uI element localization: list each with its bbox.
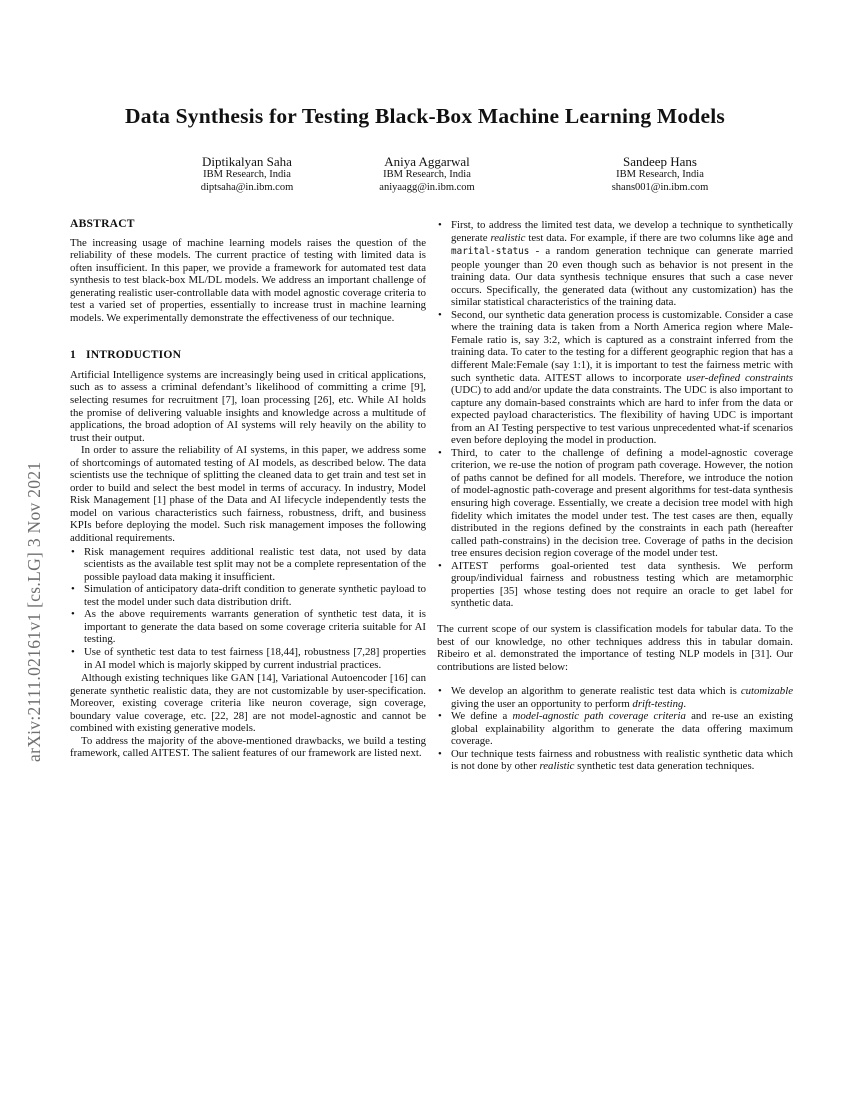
author-name: Diptikalyan Saha: [202, 154, 292, 169]
intro-heading: [70, 349, 426, 362]
author-block: [550, 154, 770, 194]
bullet-text: As the above requirements warrants generation of synthetic test data, it is important to generate the data based on some coverage criteria suitable for AI testing.: [84, 608, 426, 646]
bullet-marker: •: [71, 645, 75, 658]
bullet-marker: •: [71, 608, 75, 621]
bullet-marker: •: [438, 446, 442, 459]
bullet-item: [437, 219, 793, 309]
section-number: 1: [70, 348, 76, 362]
bullet-marker: •: [438, 710, 442, 723]
bullet-marker: •: [438, 559, 442, 572]
bullet-item: [70, 546, 426, 584]
section-label: INTRODUCTION: [86, 348, 182, 362]
bullet-marker: •: [71, 583, 75, 596]
intro-paragraph-1: Artificial Intelligence systems are increasingly being used in critical applications, such as to assess a criminal defendant’s likelihood of committing a crime [9], selecting resumes for recruitment [7], loan processing [26], etc. While AI holds the promise of delivering valuable insights and knowledge across a multitude of applications, the broad adoption of AI systems will rely heavily on the ability to trust their output.: [70, 368, 426, 444]
scope-paragraph: The current scope of our system is classification models for tabular data. To the best of our knowledge, no other techniques address this in tabular domain. Ribeiro et al. demonstrated the importance of testing NLP models in [31]. Our contributions are listed below:: [437, 622, 793, 673]
features-list: [437, 219, 793, 610]
bullet-item: [437, 685, 793, 710]
intro-paragraph-2: In order to assure the reliability of AI systems, in this paper, we address some of shortcomings of automated testing of AI models, as described below. The data scientists use the technique of splitting the cleaned data to get train and test set in order to build and select the best model in terms of accuracy. In industry, Model Risk Management [1] phase of the Data and AI lifecycle independently tests the model on various characteristics such fairness, robustness, drift, and business KPIs before deploying the model. Such risk management imposes the following additional requirements.: [70, 444, 426, 545]
intro-paragraph-3: Although existing techniques like GAN [14], Variational Autoencoder [16] can generate synthetic realistic data, they are not customizable by user-specification. Moreover, existing coverage criteria like neuron coverage, sign coverage, boundary value coverage, etc. [22, 28] are not model-agnostic and cannot be combined with existing generative models.: [70, 672, 426, 735]
bullet-text: Use of synthetic test data to test fairness [18,44], robustness [7,28] properties in AI model which is majorly skipped by current industrial practices.: [84, 645, 426, 671]
right-column: [437, 218, 793, 774]
bullet-item: [437, 560, 793, 610]
bullet-item: [437, 447, 793, 560]
bullet-text: We develop an algorithm to generate realistic test data which is cutomizable giving the user an opportunity to perform drift-testing.: [451, 685, 793, 710]
paper-title: Data Synthesis for Testing Black-Box Machine Learning Models: [125, 104, 725, 128]
bullet-marker: •: [438, 219, 442, 231]
bullet-item: [70, 583, 426, 608]
left-column: [70, 218, 426, 760]
arxiv-stamp: arXiv:2111.02161v1 [cs.LG] 3 Nov 2021: [24, 461, 44, 762]
bullet-marker: •: [438, 308, 442, 321]
bullet-item: [437, 710, 793, 748]
author-affiliation: IBM Research, India: [383, 169, 471, 180]
bullet-text: Risk management requires additional realistic test data, not used by data scientists as the available test split may not be a complete representation of the possible payload data making it insufficient.: [84, 545, 426, 583]
bullet-text: AITEST performs goal-oriented test data synthesis. We perform group/individual fairness and robustness testing which are metamorphic properties [35] whose testing does not require an oracle to get label for synthetic data.: [451, 559, 793, 610]
bullet-marker: •: [71, 545, 75, 558]
abstract-text: The increasing usage of machine learning models raises the question of the reliability of these models. The current practice of testing with limited data is often insufficient. In this paper, we provide a framework for automated test data synthesis to test black-box ML/DL models. We address an important challenge of generating realistic user-controllable data with model agnostic coverage criteria to test a varied set of properties, essentially to increase trust in machine learning models. We experimentally demonstrate the effectiveness of our technique.: [70, 236, 426, 324]
bullet-marker: •: [438, 685, 442, 698]
author-email: diptsaha@in.ibm.com: [200, 181, 294, 193]
bullet-item: [70, 608, 426, 646]
author-affiliation: IBM Research, India: [616, 169, 704, 180]
bullet-text: Second, our synthetic data generation process is customizable. Consider a case where the training data is taken from a North America region where Male-Female ratio is, say 3:2, which is captured as a constraint inferred from the training data. To cater to the testing for a different geographic region that has a different Male:Female (say 1:1), it is important to test the fairness metric with such synthetic data. AITEST allows to incorporate user-defined constraints (UDC) to add and/or update the data constraints. The UDC is also important to capture any domain-based constraints which are hard to infer from the data or expected payload characteristics. The flexibility of having UDC is important from an AI Testing perspective to test various unprecedented what-if scenarios even before deploying the model in production.: [451, 308, 793, 447]
requirements-list: [70, 546, 426, 671]
bullet-text: We define a model-agnostic path coverage criteria and re-use an existing global explainability algorithm to generate the data offering maximum coverage.: [451, 710, 794, 748]
bullet-item: [70, 646, 426, 671]
author-block: [317, 154, 537, 194]
bullet-marker: •: [438, 747, 442, 760]
author-email: aniyaagg@in.ibm.com: [379, 181, 475, 193]
bullet-text: First, to address the limited test data, we develop a technique to synthetically generate realistic test data. For example, if there are two columns like age and marital-status - a random generation technique can generate married people younger than 20 even though such as behavior is not present in the training data. Our data synthesis technique ensures that such a case never occurs. Specifically, the generated data (without any customization) has the similar statistical characteristics of the training data.: [451, 219, 793, 309]
intro-paragraph-4: To address the majority of the above-mentioned drawbacks, we build a testing framework, called AITEST. The salient features of our framework are listed next.: [70, 734, 426, 760]
bullet-item: [437, 748, 793, 773]
author-email: shans001@in.ibm.com: [611, 181, 709, 193]
contributions-list: [437, 685, 793, 773]
bullet-item: [437, 309, 793, 447]
bullet-text: Third, to cater to the challenge of defining a model-agnostic coverage criterion, we re-use the notion of program path coverage. However, the notion of paths cannot be defined for all models. Therefore, we introduce the notion of model-agnostic path-coverage and present algorithms for test-data synthesis ensuring high coverage. Essentially, we create a decision tree model with high fidelity which imitates the model under test. The test cases are then, equally distributed in the regions defined by the constraints in each path (hereafter called path-constrains) in the decision tree. Coverage of paths in the decision tree ensures decision region coverage of the model under test.: [451, 446, 793, 560]
bullet-text: Simulation of anticipatory data-drift condition to generate synthetic payload to test the model under such data distribution drift.: [84, 583, 426, 608]
abstract-heading: ABSTRACT: [70, 217, 135, 230]
author-affiliation: IBM Research, India: [203, 169, 291, 180]
author-name: Aniya Aggarwal: [384, 154, 470, 169]
bullet-text: Our technique tests fairness and robustness with realistic synthetic data which is not done by other realistic synthetic test data generation techniques.: [451, 747, 793, 773]
author-name: Sandeep Hans: [622, 154, 697, 169]
